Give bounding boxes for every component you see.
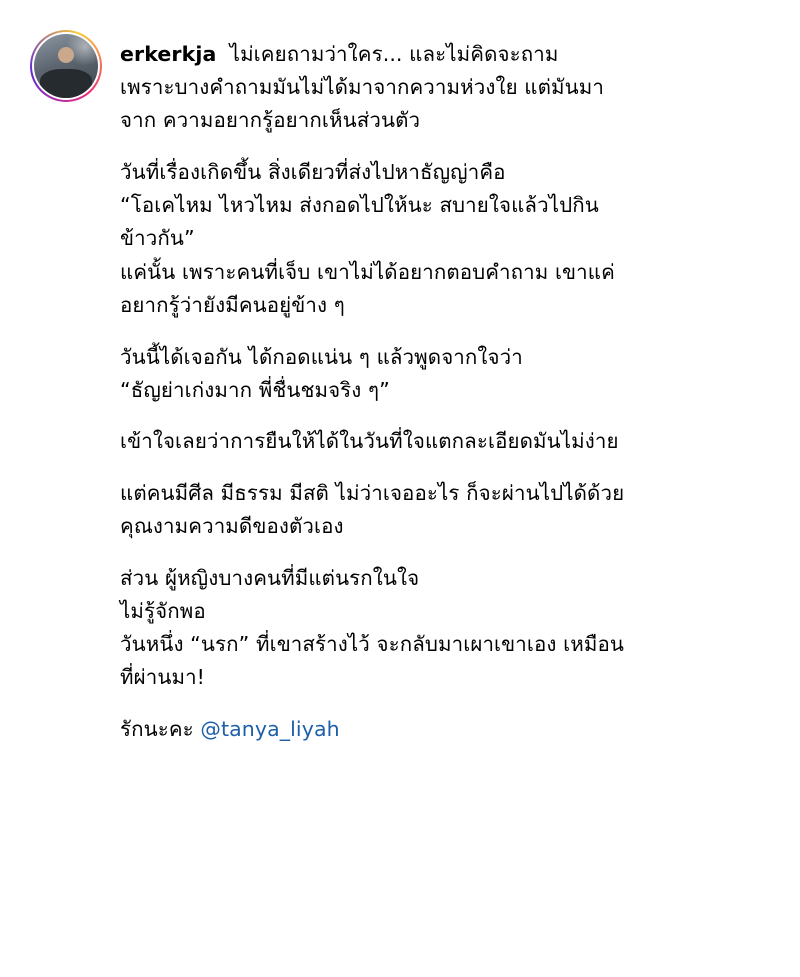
caption-line-5: “โอเคไหม ไหวไหม ส่งกอดไปให้นะ สบายใจแล้วไปกิน bbox=[120, 193, 599, 218]
caption-gap-6 bbox=[120, 695, 778, 713]
caption-space bbox=[223, 42, 230, 66]
mention-link[interactable]: @tanya_liyah bbox=[200, 717, 340, 742]
username-link[interactable]: erkerkja bbox=[120, 42, 217, 66]
caption-line-13: เข้าใจเลยว่าการยืนให้ได้ในวันที่ใจแตกละเอียดมันไม่ง่าย bbox=[120, 429, 619, 454]
caption-line-21: ที่ผ่านมา! bbox=[120, 665, 205, 690]
caption-gap-3 bbox=[120, 407, 778, 425]
avatar[interactable] bbox=[30, 30, 102, 102]
post-caption bbox=[120, 30, 778, 746]
caption-line-15: แต่คนมีศีล มีธรรม มีสติ ไม่ว่าเจออะไร ก็จะผ่านไปได้ด้วย bbox=[120, 480, 625, 505]
caption-line-0: ไม่เคยถามว่าใคร... และไม่คิดจะถาม bbox=[229, 42, 559, 66]
caption-line-11: “ธัญย่าเก่งมาก พี่ชื่นชมจริง ๆ” bbox=[120, 377, 390, 402]
caption-line-1: เพราะบางคำถามมันไม่ได้มาจากความห่วงใย แต่มันมา bbox=[120, 75, 604, 100]
caption-line-4: วันที่เรื่องเกิดขึ้น สิ่งเดียวที่ส่งไปหาธัญญ่าคือ bbox=[120, 160, 506, 185]
avatar-shirt bbox=[40, 69, 92, 98]
caption-line-10: วันนี้ได้เจอกัน ได้กอดแน่น ๆ แล้วพูดจากใจว่า bbox=[120, 344, 523, 369]
caption-gap-5 bbox=[120, 543, 778, 561]
caption-line-2: จาก ความอยากรู้อยากเห็นส่วนตัว bbox=[120, 108, 421, 133]
avatar-ring-inner bbox=[32, 32, 100, 100]
caption-line-19: ไม่รู้จักพอ bbox=[120, 599, 206, 624]
closing-text: รักนะคะ bbox=[120, 717, 201, 742]
caption-gap-2 bbox=[120, 322, 778, 340]
avatar-photo bbox=[34, 34, 98, 98]
caption-gap-1 bbox=[120, 138, 778, 156]
caption-line-8: อยากรู้ว่ายังมีคนอยู่ข้าง ๆ bbox=[120, 292, 345, 317]
caption-line-6: ข้าวกัน” bbox=[120, 226, 195, 251]
caption-line-18: ส่วน ผู้หญิงบางคนที่มีแต่นรกในใจ bbox=[120, 565, 420, 590]
caption-line-7: แค่นั้น เพราะคนที่เจ็บ เขาไม่ได้อยากตอบคำถาม เขาแค่ bbox=[120, 259, 615, 284]
caption-gap-4 bbox=[120, 459, 778, 477]
caption-line-16: คุณงามความดีของตัวเอง bbox=[120, 514, 344, 539]
caption-line-20: วันหนึ่ง “นรก” ที่เขาสร้างไว้ จะกลับมาเผาเขาเอง เหมือน bbox=[120, 632, 624, 657]
